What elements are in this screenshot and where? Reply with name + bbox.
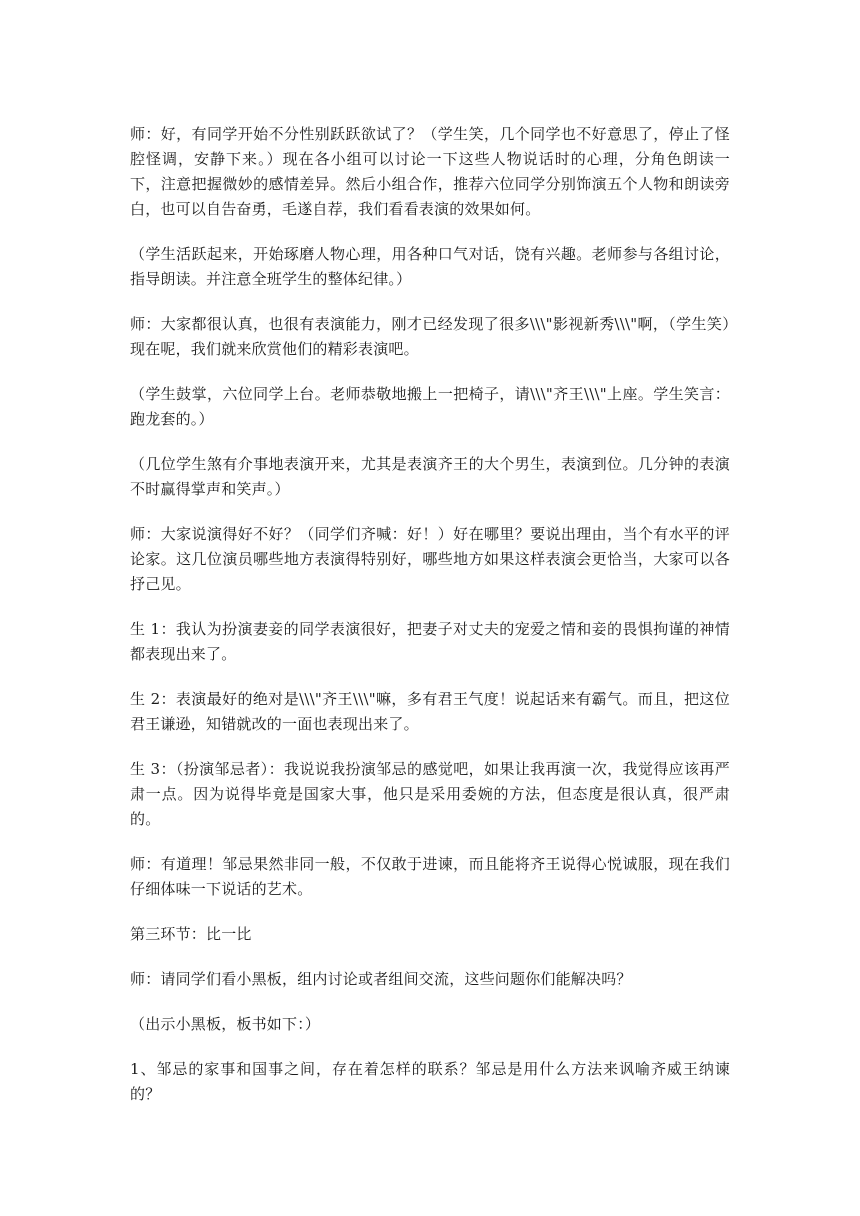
paragraph-teacher-evaluation: 师：大家说演得好不好？（同学们齐喊：好！）好在哪里？要说出理由，当个有水平的评论家。这几位演员哪些地方表演得特别好，哪些地方如果这样表演会更恰当，大家可以各抒己见。	[130, 525, 730, 593]
section-heading-part-three: 第三环节：比一比	[130, 925, 252, 943]
paragraph-performance: （几位学生煞有介事地表演开来，尤其是表演齐王的大个男生，表演到位。几分钟的表演不时赢得掌声和笑声。）	[130, 455, 730, 498]
paragraph-student-3: 生 3：（扮演邹忌者）：我说说我扮演邹忌的感觉吧，如果让我再演一次，我觉得应该再严肃一点。因为说得毕竟是国家大事，他只是采用委婉的方法，但态度是很认真，很严肃的。	[130, 760, 730, 828]
paragraph-teacher-blackboard: 师：请同学们看小黑板，组内讨论或者组间交流，这些问题你们能解决吗？	[130, 970, 632, 988]
paragraph-student-activity: （学生活跃起来，开始琢磨人物心理，用各种口气对话，饶有兴趣。老师参与各组讨论，指导朗读。并注意全班学生的整体纪律。）	[130, 245, 730, 288]
paragraph-teacher-praise: 师：大家都很认真，也很有表演能力，刚才已经发现了很多\\\"影视新秀\\\"啊，（学生笑）现在呢，我们就来欣赏他们的精彩表演吧。	[130, 315, 730, 358]
paragraph-blackboard-note: （出示小黑板，板书如下：）	[130, 1015, 321, 1033]
paragraph-students-take-stage: （学生鼓掌，六位同学上台。老师恭敬地搬上一把椅子，请\\\"齐王\\\"上座。学生笑言：跑龙套的。）	[130, 385, 730, 428]
question-item-1: 1、邹忌的家事和国事之间，存在着怎样的联系？邹忌是用什么方法来讽喻齐威王纳谏的？	[130, 1060, 730, 1103]
document-body	[130, 122, 730, 1127]
paragraph-teacher-summary: 师：有道理！邹忌果然非同一般，不仅敢于进谏，而且能将齐王说得心悦诚服，现在我们仔细体味一下说话的艺术。	[130, 855, 730, 898]
paragraph-student-2: 生 2：表演最好的绝对是\\\"齐王\\\"嘛，多有君王气度！说起话来有霸气。而且，把这位君王谦逊，知错就改的一面也表现出来了。	[130, 690, 730, 733]
paragraph-student-1: 生 1：我认为扮演妻妾的同学表演很好，把妻子对丈夫的宠爱之情和妾的畏惧拘谨的神情都表现出来了。	[130, 620, 730, 663]
paragraph-teacher-intro: 师：好，有同学开始不分性别跃跃欲试了？（学生笑，几个同学也不好意思了，停止了怪腔怪调，安静下来。）现在各小组可以讨论一下这些人物说话时的心理，分角色朗读一下，注意把握微妙的感情差异。然后小组合作，推荐六位同学分别饰演五个人物和朗读旁白，也可以自告奋勇，毛遂自荐，我们看看表演的效果如何。	[130, 125, 730, 218]
